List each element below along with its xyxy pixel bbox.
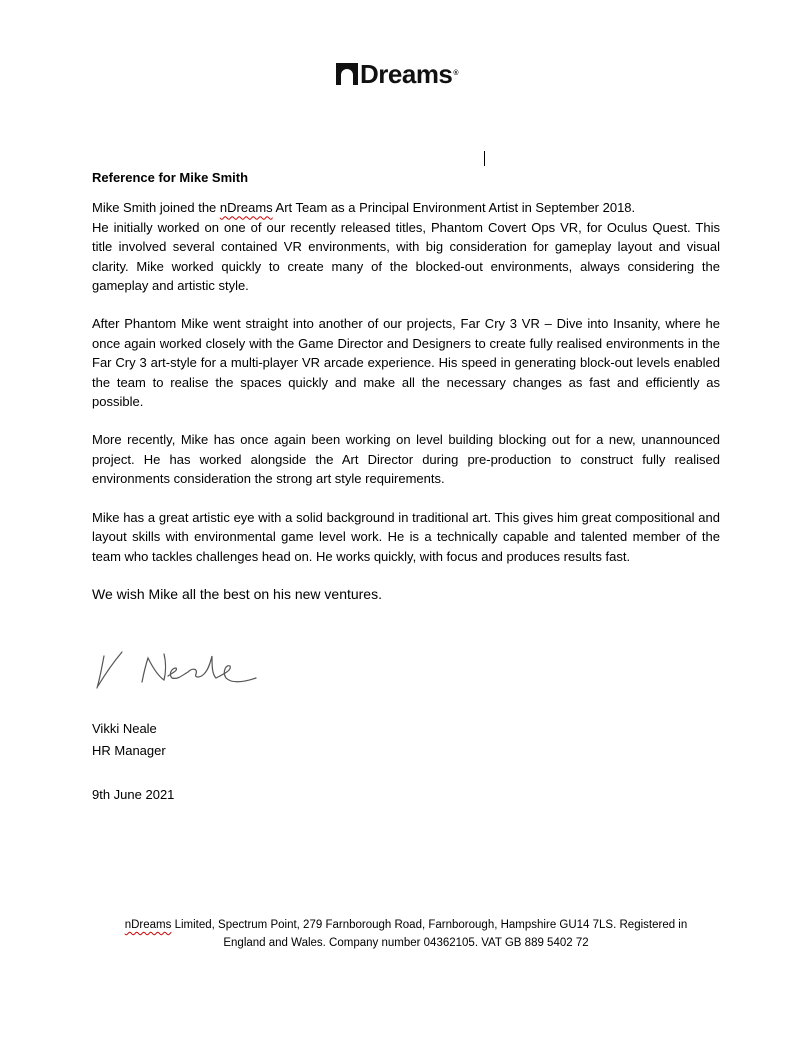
handwritten-signature [92,640,262,695]
logo-wordmark: Dreams [360,59,453,89]
footer-brand: nDreams [124,919,172,931]
text-cursor [484,151,485,166]
ndreams-logo-mark-icon [336,63,358,85]
letter-title: Reference for Mike Smith [92,170,249,185]
paragraph-1-line-1: Mike Smith joined the nDreams Art Team as a Principal Environment Artist in September 2018. [92,200,636,216]
paragraph-1 [92,198,720,295]
letter-date: 9th June 2021 [92,787,175,802]
closing-line: We wish Mike all the best on his new ventures. [92,585,382,602]
paragraph-3: More recently, Mike has once again been working on level building blocking out for a new, unannounced project. He has worked alongside the Art Director during pre-production to construct fully realised environments consideration the strong art style requirements. [92,432,720,487]
company-footer [100,916,712,952]
paragraph-1-rest: He initially worked on one of our recently released titles, Phantom Covert Ops VR, for Oculus Quest. This title involved several contained VR environments, with big consideration for gameplay layout and visual clarity. Mike worked quickly to create many of the blocked-out environments, always considering the gameplay and artistic style. [92,219,720,294]
registered-mark: ® [453,70,459,77]
paragraph-4: Mike has a great artistic eye with a solid background in traditional art. This gives him great compositional and layout skills with environmental game level work. He is a technically capable and talented member of the team who tackles challenges head on. He works quickly, with focus and produces results fast. [92,509,720,564]
signer-name: Vikki Neale [92,721,157,736]
ndreams-logo [336,60,458,88]
brand-name: nDreams [219,200,273,216]
signer-role: HR Manager [92,743,166,758]
paragraph-2: After Phantom Mike went straight into another of our projects, Far Cry 3 VR – Dive into Insanity, where he once again worked closely with the Game Director and Designers to create fully realised environments in the Far Cry 3 art-style for a multi-player VR arcade experience. His speed in generating block-out levels enabled the team to realise the spaces quickly and make all the necessary changes as fast and efficiently as possible. [92,316,720,410]
letter-body [92,168,720,604]
signer-block [92,718,166,762]
footer-line-2: England and Wales. Company number 04362105. VAT GB 889 5402 72 [223,937,589,949]
footer-line-1: nDreams Limited, Spectrum Point, 279 Farnborough Road, Farnborough, Hampshire GU14 7LS. Registered in [124,919,688,931]
